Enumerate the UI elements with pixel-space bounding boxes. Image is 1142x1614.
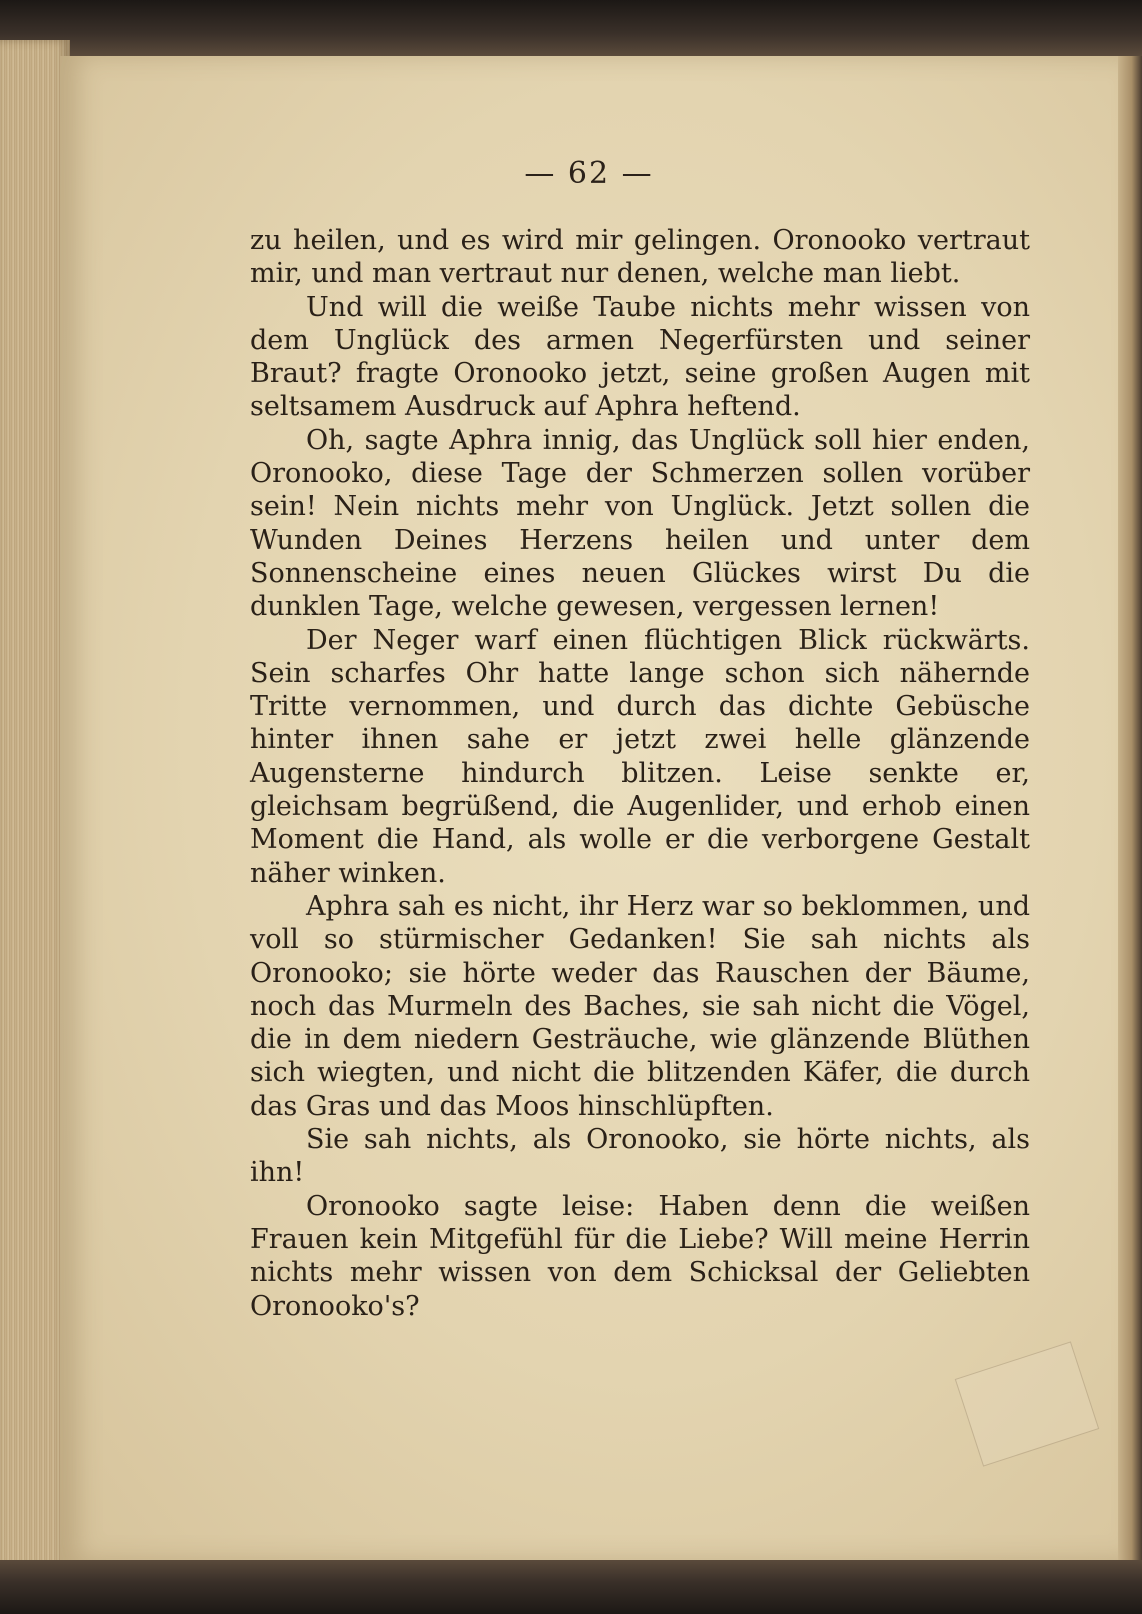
body-text xyxy=(250,224,1030,1323)
paragraph: Aphra sah es nicht, ihr Herz war so beklommen, und voll so stürmischer Gedanken! Sie sah nichts als Oronooko; sie hörte weder das Rauschen der Bäume, noch das Murmeln des Baches, sie sah nicht die Vögel, die in dem niedern Gesträuche, wie glänzende Blüthen sich wiegten, und nicht die blitzenden Käfer, die durch das Gras und das Moos hinschlüpften. xyxy=(250,890,1030,1122)
paragraph: zu heilen, und es wird mir gelingen. Oronooko vertraut mir, und man vertraut nur denen, welche man liebt. xyxy=(250,225,1030,290)
paragraph: Der Neger warf einen flüchtigen Blick rückwärts. Sein scharfes Ohr hatte lange schon sich nähernde Tritte vernommen, und durch das dichte Gebüsche hinter ihnen sahe er jetzt zwei helle glänzende Augensterne hindurch blitzen. Leise senkte er, gleichsam begrüßend, die Augenlider, und erhob einen Moment die Hand, als wolle er die verborgene Gestalt näher winken. xyxy=(250,624,1030,889)
paragraph: Und will die weiße Taube nichts mehr wissen von dem Unglück des armen Negerfürsten und seiner Braut? fragte Oronooko jetzt, seine großen Augen mit seltsamem Ausdruck auf Aphra heftend. xyxy=(250,291,1030,423)
paragraph: Oronooko sagte leise: Haben denn die weißen Frauen kein Mitgefühl für die Liebe? Will meine Herrin nichts mehr wissen von dem Schicksal der Geliebten Oronooko's? xyxy=(250,1190,1030,1322)
paragraph: Sie sah nichts, als Oronooko, sie hörte nichts, als ihn! xyxy=(250,1124,1030,1189)
paragraph: Oh, sagte Aphra innig, das Unglück soll hier enden, Oronooko, diese Tage der Schmerzen sollen vorüber sein! Nein nichts mehr von Unglück. Jetzt sollen die Wunden Deines Herzens heilen und unter dem Sonnenscheine eines neuen Glückes wirst Du die dunklen Tage, welche gewesen, vergessen lernen! xyxy=(250,424,1030,623)
book-binding-top xyxy=(0,0,1142,56)
book-page xyxy=(60,56,1118,1560)
page-number: — 62 — xyxy=(524,156,654,191)
book-binding-bottom xyxy=(0,1560,1142,1614)
page-edge-right xyxy=(1116,56,1142,1560)
paper-crease xyxy=(955,1341,1099,1466)
